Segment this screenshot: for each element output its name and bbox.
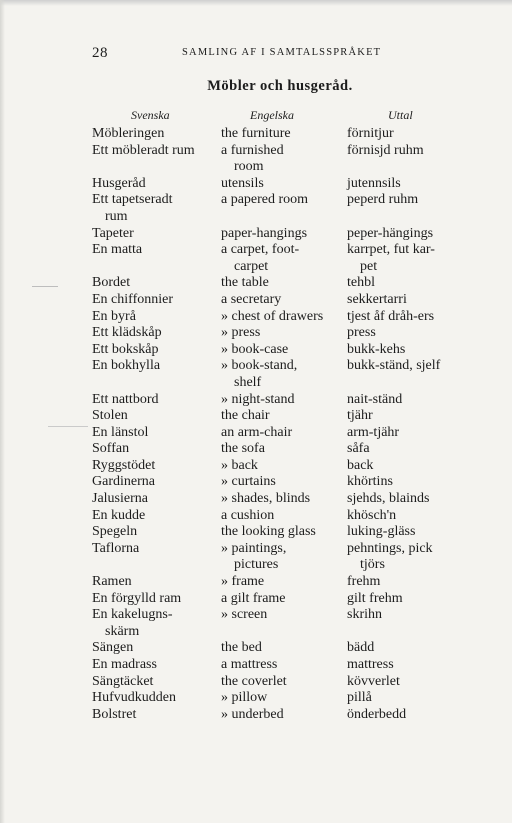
vocab-row [0, 541, 512, 574]
vocab-row [0, 425, 512, 442]
pronunciation: förnitjur [347, 126, 394, 141]
swedish-term: Ett möbleradt rum [92, 142, 195, 158]
swedish-term: En länstol [92, 424, 149, 440]
pronunciation: khösch'n [347, 507, 397, 523]
vocab-row [0, 707, 512, 724]
english-term: the table [221, 275, 269, 291]
english-term: carpet [234, 258, 269, 274]
swedish-term: Gardinerna [92, 474, 155, 490]
english-term: » night-stand [221, 391, 295, 407]
vocab-row [0, 342, 512, 359]
section-title: Möbler och husgeråd. [207, 78, 353, 94]
swedish-term: Möbleringen [92, 126, 165, 141]
english-term: a secretary [221, 291, 282, 307]
pronunciation: bädd [347, 640, 375, 656]
english-term: a furnished [221, 142, 284, 158]
english-term: the furniture [221, 126, 291, 141]
pronunciation: peperd ruhm [347, 192, 419, 208]
swedish-term: Spegeln [92, 524, 138, 540]
swedish-term: Bolstret [92, 706, 137, 722]
vocab-row [0, 657, 512, 674]
vocab-row [0, 441, 512, 458]
vocab-row [0, 591, 512, 608]
vocab-row [0, 392, 512, 409]
vocab-row [0, 143, 512, 176]
pronunciation: nait-ständ [347, 391, 403, 407]
pronunciation: tjähr [347, 408, 373, 424]
swedish-term: Ett tapetseradt [92, 192, 173, 208]
swedish-term: En bokhylla [92, 358, 161, 374]
vocab-row [0, 176, 512, 193]
vocab-row [0, 640, 512, 657]
english-term: » book-case [221, 341, 289, 357]
pronunciation: pehntings, pick [347, 540, 433, 556]
pronunciation: khörtins [347, 474, 393, 490]
vocab-row [0, 358, 512, 391]
swedish-term: Ramen [92, 574, 132, 590]
pronunciation: bukk-ständ, sjelf [347, 358, 441, 374]
page-header [92, 45, 464, 65]
english-term: pictures [234, 557, 279, 573]
pronunciation: pillå [347, 690, 372, 706]
swedish-term: Husgeråd [92, 175, 146, 191]
pronunciation: önderbedd [347, 706, 407, 722]
swedish-term: En kakelugns- [92, 607, 173, 623]
column-header-english: Engelska [250, 108, 294, 122]
english-term: the looking glass [221, 524, 316, 540]
english-term: utensils [221, 175, 264, 191]
pronunciation: kövverlet [347, 673, 400, 689]
pronunciation: frehm [347, 574, 381, 590]
pronunciation: bukk-kehs [347, 341, 406, 357]
english-term: a mattress [221, 657, 278, 672]
running-title: SAMLING AF I SAMTALSSPRÅKET [182, 47, 382, 58]
vocab-row [0, 508, 512, 525]
swedish-term: Soffan [92, 441, 130, 457]
swedish-term: Sängen [92, 640, 134, 656]
english-term: a gilt frame [221, 590, 286, 606]
english-term: » frame [221, 574, 265, 590]
swedish-term: Ryggstödet [92, 457, 156, 473]
page-top-shadow [0, 0, 512, 6]
english-term: » back [221, 457, 258, 473]
swedish-term: En chiffonnier [92, 291, 173, 307]
vocab-row [0, 408, 512, 425]
swedish-term: En förgylld ram [92, 590, 182, 606]
pronunciation: luking-gläss [347, 524, 416, 540]
english-term: » curtains [221, 474, 276, 490]
pronunciation: back [347, 457, 374, 473]
vocabulary-table [0, 126, 512, 723]
pronunciation: arm-tjähr [347, 424, 400, 440]
english-term: an arm-chair [221, 424, 293, 440]
english-term: the bed [221, 640, 262, 656]
column-header-pronunciation: Uttal [388, 108, 413, 122]
vocab-row [0, 226, 512, 243]
english-term: a cushion [221, 507, 275, 523]
english-term: » paintings, [221, 540, 287, 556]
english-term: » book-stand, [221, 358, 298, 374]
vocab-row [0, 690, 512, 707]
english-term: » shades, blinds [221, 491, 311, 507]
swedish-term: En matta [92, 242, 143, 258]
swedish-term: Sängtäcket [92, 673, 154, 689]
english-term: the chair [221, 408, 270, 424]
swedish-term: Ett nattbord [92, 391, 159, 407]
swedish-term: Jalusierna [92, 491, 148, 507]
vocab-row [0, 309, 512, 326]
swedish-term: rum [105, 208, 128, 224]
english-term: » underbed [221, 706, 284, 722]
swedish-term: Tapeter [92, 225, 134, 241]
vocab-row [0, 292, 512, 309]
vocab-row [0, 242, 512, 275]
swedish-term: Hufvudkudden [92, 690, 176, 706]
swedish-term: En madrass [92, 657, 157, 672]
vocab-row [0, 192, 512, 225]
english-term: a papered room [221, 192, 309, 208]
pronunciation: tehbl [347, 275, 375, 291]
english-term: the coverlet [221, 673, 287, 689]
vocab-row [0, 574, 512, 591]
swedish-term: skärm [105, 623, 140, 639]
vocab-row [0, 275, 512, 292]
english-term: » screen [221, 607, 268, 623]
pronunciation: sjehds, blainds [347, 491, 430, 507]
pronunciation: karrpet, fut kar- [347, 242, 435, 258]
swedish-term: Taflorna [92, 540, 140, 556]
swedish-term: En byrå [92, 308, 136, 324]
pronunciation: tjörs [360, 557, 385, 573]
swedish-term: Ett klädskåp [92, 325, 162, 341]
pronunciation: mattress [347, 657, 394, 672]
pronunciation: gilt frehm [347, 590, 403, 606]
vocab-row [0, 674, 512, 691]
pronunciation: skrihn [347, 607, 382, 623]
vocab-row [0, 491, 512, 508]
page-number: 28 [92, 45, 108, 61]
pronunciation: såfa [347, 441, 370, 457]
english-term: » chest of drawers [221, 308, 324, 324]
english-term: the sofa [221, 441, 265, 457]
english-term: room [234, 159, 264, 175]
pronunciation: press [347, 325, 376, 341]
column-header-swedish: Svenska [131, 108, 170, 122]
pronunciation: pet [360, 258, 378, 274]
swedish-term: En kudde [92, 507, 146, 523]
vocab-row [0, 325, 512, 342]
swedish-term: Ett bokskåp [92, 341, 159, 357]
swedish-term: Bordet [92, 275, 131, 291]
english-term: » pillow [221, 690, 268, 706]
swedish-term: Stolen [92, 408, 128, 424]
column-headers [0, 108, 512, 126]
pronunciation: peper-hängings [347, 225, 434, 241]
vocab-row [0, 458, 512, 475]
english-term: shelf [234, 374, 262, 390]
english-term: paper-hangings [221, 225, 308, 241]
vocab-row [0, 474, 512, 491]
pronunciation: förnisjd ruhm [347, 142, 424, 158]
english-term: » press [221, 325, 261, 341]
english-term: a carpet, foot- [221, 242, 300, 258]
vocab-row [0, 607, 512, 640]
pronunciation: sekkertarri [347, 291, 407, 307]
pronunciation: jutennsils [347, 175, 401, 191]
vocab-row [0, 524, 512, 541]
vocab-row [0, 126, 512, 143]
pronunciation: tjest åf dråh-ers [347, 308, 435, 324]
